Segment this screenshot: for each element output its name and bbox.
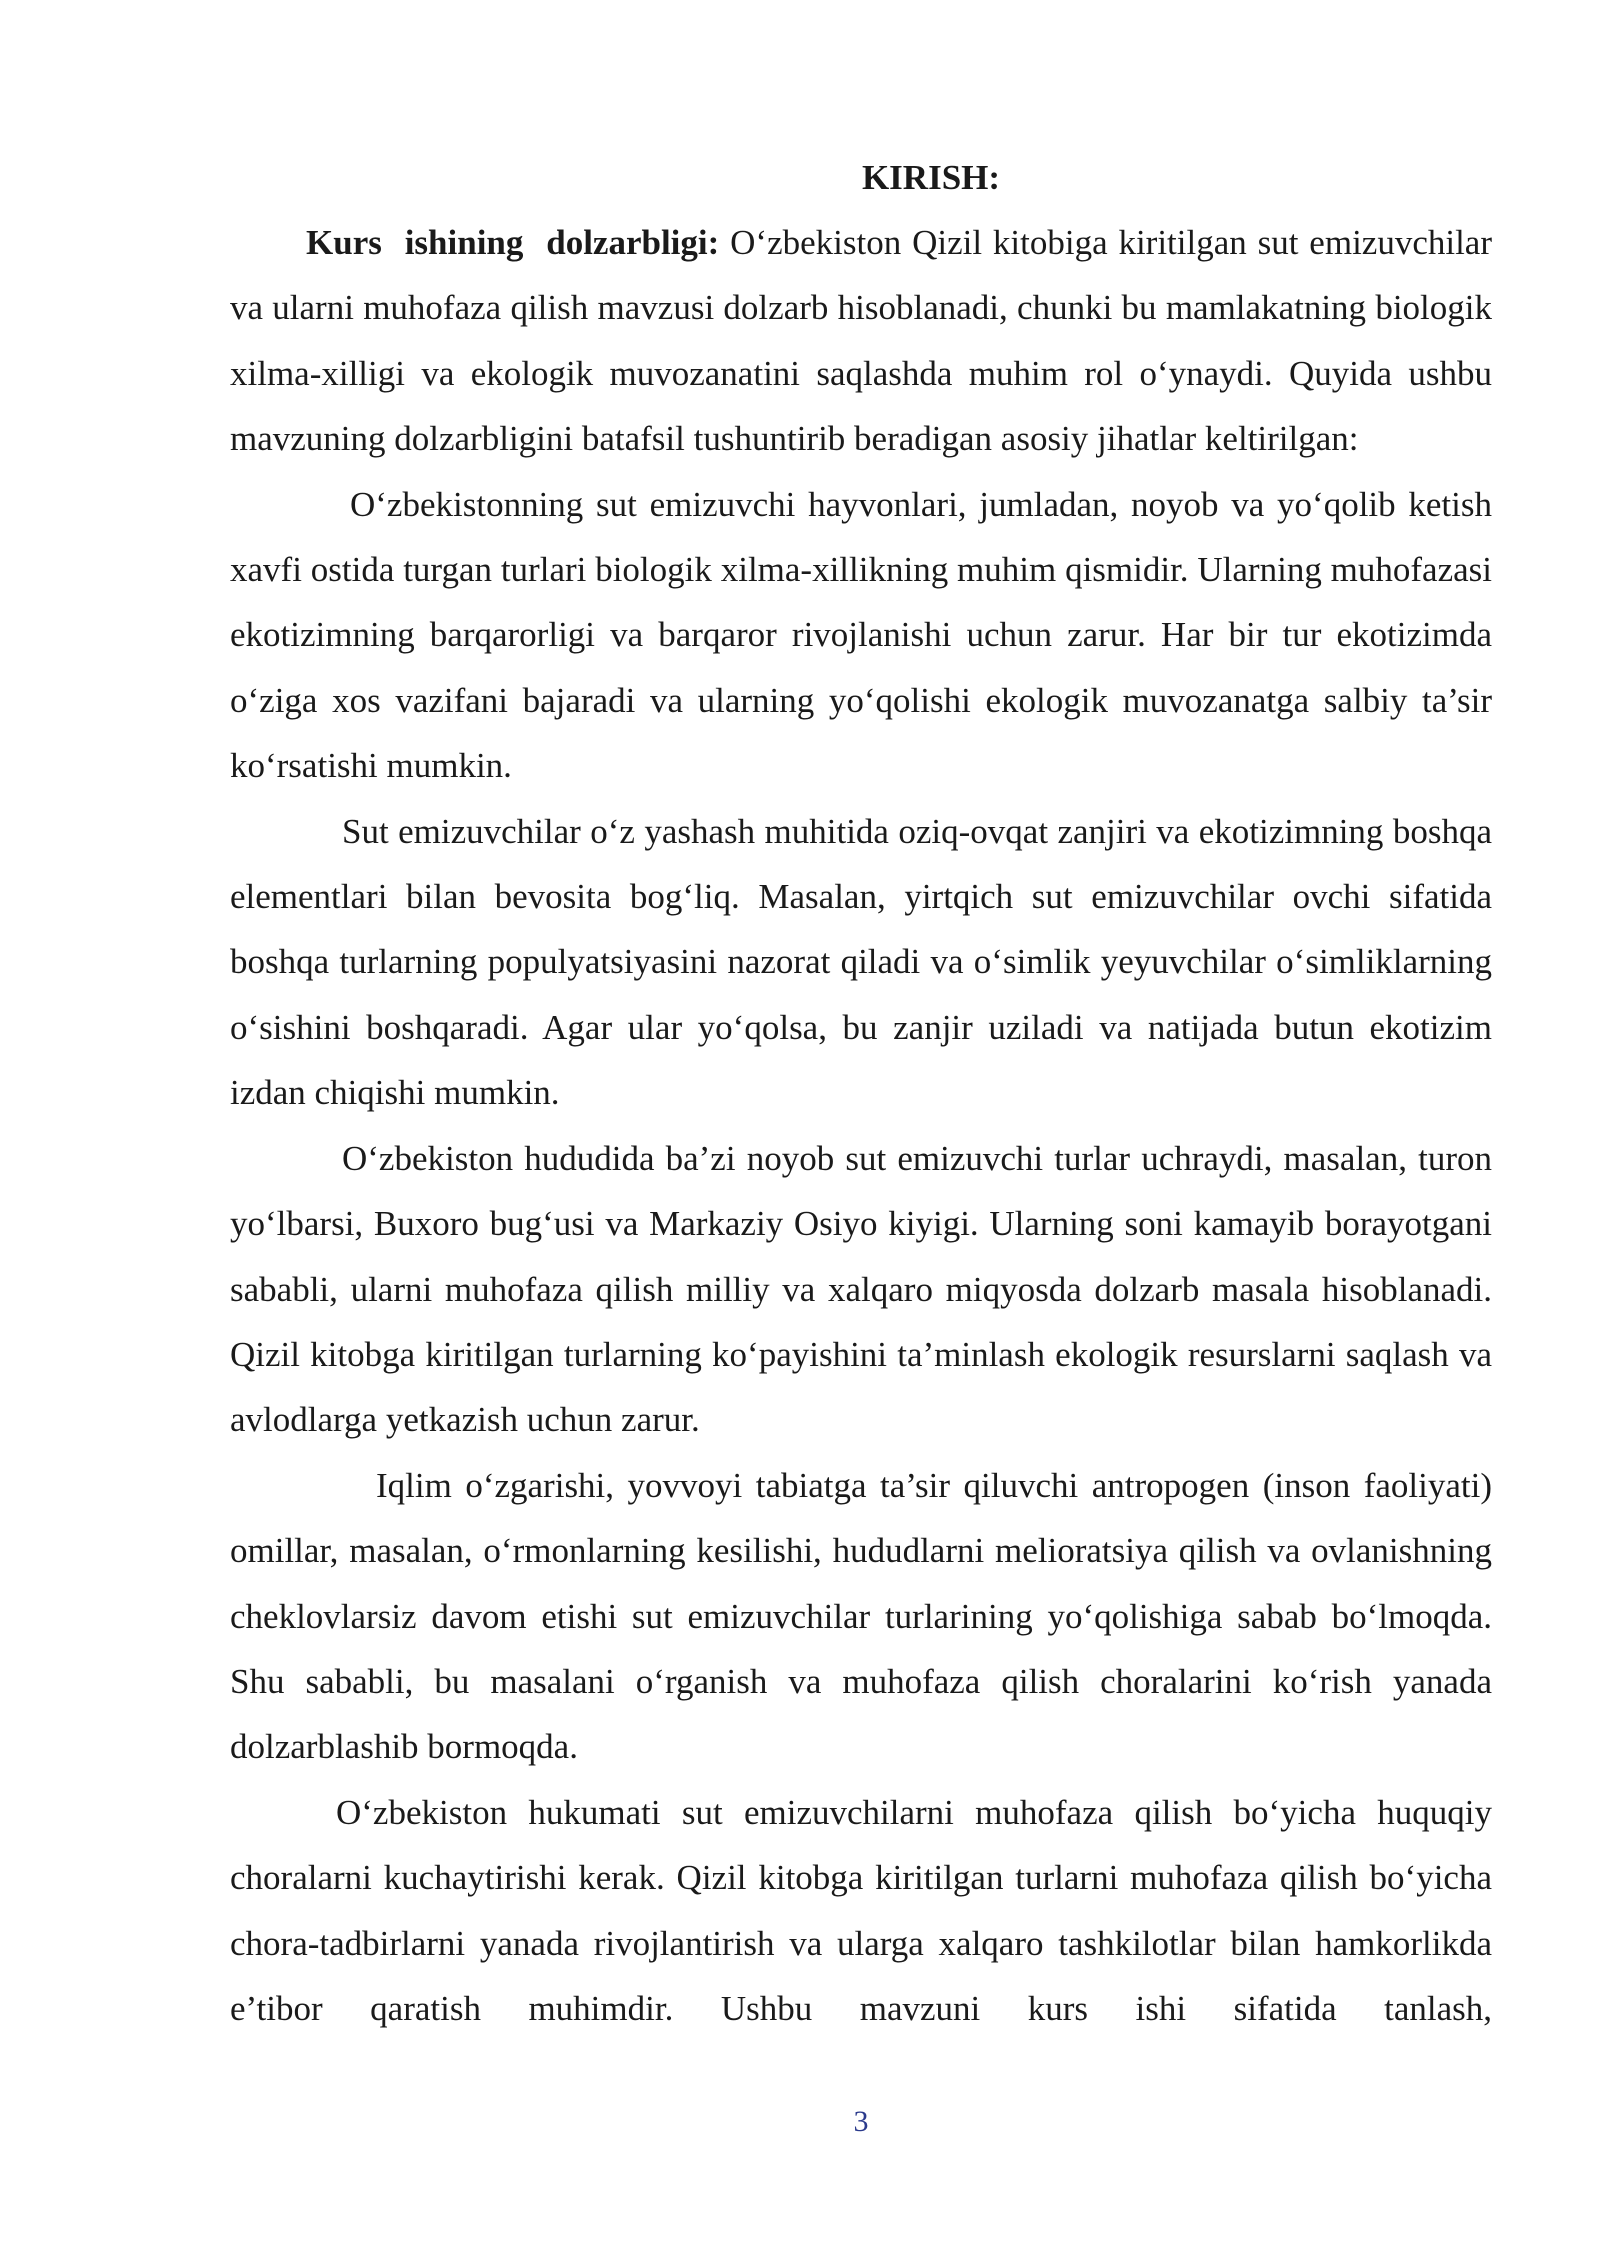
document-body xyxy=(230,145,1492,2041)
paragraph-government-measures: O‘zbekiston hukumati sut emizuvchilarni muhofaza qilish bo‘yicha huquqiy choralarni kuchaytirishi kerak. Qizil kitobga kiritilgan turlarni muhofaza qilish bo‘yicha chora-tadbirlarni yanada rivojlantirish va ularga xalqaro tashkilotlar bilan hamkorlikda e’tibor qaratish muhimdir. Ushbu mavzuni kurs ishi sifatida tanlash, xyxy=(230,1792,1492,2028)
section-heading: KIRISH: xyxy=(861,158,1001,197)
paragraph-food-chain: Sut emizuvchilar o‘z yashash muhitida oziq-ovqat zanjiri va ekotizimning boshqa elementlari bilan bevosita bog‘liq. Masalan, yirtqich sut emizuvchilar ovchi sifatida boshqa turlarning populyatsiyasini nazorat qiladi va o‘simlik yeyuvchilar o‘simliklarning o‘sishini boshqaradi. Agar ular yo‘qolsa, bu zanjir uziladi va natijada butun ekotizim izdan chiqishi mumkin. xyxy=(230,811,1492,1113)
paragraph-rare-species: O‘zbekiston hududida ba’zi noyob sut emizuvchi turlar uchraydi, masalan, turon yo‘lbarsi, Buxoro bug‘usi va Markaziy Osiyo kiyigi. Ularning soni kamayib borayotgani sababli, ularni muhofaza qilish milliy va xalqaro miqyosda dolzarb masala hisoblanadi. Qizil kitobga kiritilgan turlarning ko‘payishini ta’minlash ekologik resurslarni saqlash va avlodlarga yetkazish uchun zarur. xyxy=(230,1138,1492,1440)
paragraph-text: O‘zbekiston Qizil kitobiga kiritilgan sut emizuvchilar va ularni muhofaza qilish mavzusi dolzarb hisoblanadi, chunki bu mamlakatning biologik xilma-xilligi va ekologik muvozanatini saqlashda muhim rol o‘ynaydi. Quyida ushbu mavzuning dolzarbligini batafsil tushuntirib beradigan asosiy jihatlar keltirilgan: xyxy=(230,223,1492,459)
paragraph-biodiversity: O‘zbekistonning sut emizuvchi hayvonlari, jumladan, noyob va yo‘qolib ketish xavfi ostida turgan turlari biologik xilma-xillikning muhim qismidir. Ularning muhofazasi ekotizimning barqarorligi va barqaror rivojlanishi uchun zarur. Har bir tur ekotizimda o‘ziga xos vazifani bajaradi va ularning yo‘qolishi ekologik muvozanatga salbiy ta’sir ko‘rsatishi mumkin. xyxy=(230,484,1492,786)
paragraph-lead-bold: Kurs ishining dolzarbligi: xyxy=(306,223,720,262)
page-number: 3 xyxy=(853,2105,869,2138)
paragraph-climate-factors: Iqlim o‘zgarishi, yovvoyi tabiatga ta’sir qiluvchi antropogen (inson faoliyati) omillar, masalan, o‘rmonlarning kesilishi, hududlarni melioratsiya qilish va ovlanishning cheklovlarsiz davom etishi sut emizuvchilar turlarining yo‘qolishiga sabab bo‘lmoqda. Shu sababli, bu masalani o‘rganish va muhofaza qilish choralarini ko‘rish yanada dolzarblashib bormoqda. xyxy=(230,1465,1492,1767)
paragraph-relevance xyxy=(230,210,1492,472)
